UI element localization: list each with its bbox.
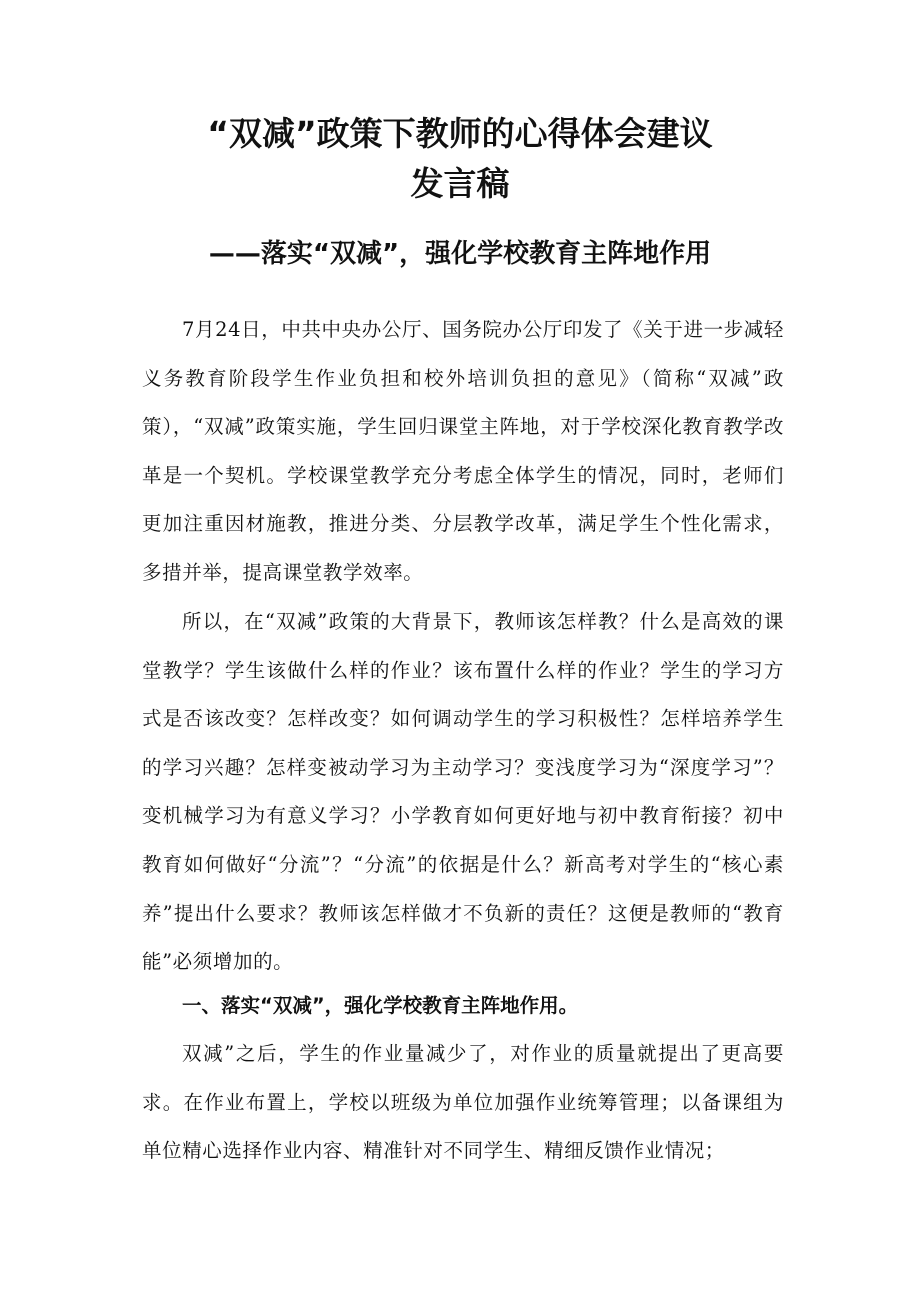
paragraph-questions: 所以，在“双减”政策的大背景下，教师该怎样教？什么是高效的课堂教学？学生该做什么样的作业？该布置什么样的作业？学生的学习方式是否该改变？怎样改变？如何调动学生的学习积极性？怎样培养学生的学习兴趣？怎样变被动学习为主动学习？变浅度学习为“深度学习”？变机械学习为有意义学习？小学教育如何更好地与初中教育衔接？初中教育如何做好“分流”？“分流”的依据是什么？新高考对学生的“核心素养”提出什么要求？教师该怎样做才不负新的责任？这便是教师的“教育能”必须增加的。 <box>142 610 784 974</box>
document-subtitle: ——落实“双减”，强化学校教育主阵地作用 <box>208 238 712 269</box>
paragraph-intro: 7月24日，中共中央办公厅、国务院办公厅印发了《关于进一步减轻义务教育阶段学生作业负担和校外培训负担的意见》（简称“双减”政策），“双减”政策实施，学生回归课堂主阵地，对于学校深化教育教学改革是一个契机。学校课堂教学充分考虑全体学生的情况，同时，老师们更加注重因材施教，推进分类、分层教学改革，满足学生个性化需求，多措并举，提高课堂教学效率。 <box>142 318 784 584</box>
section-paragraph: 双减”之后，学生的作业量减少了，对作业的质量就提出了更高要求。在作业布置上，学校以班级为单位加强作业统筹管理；以备课组为单位精心选择作业内容、精准针对不同学生、精细反馈作业情况； <box>142 1042 784 1163</box>
document-title-line-2: 发言稿 <box>410 164 510 203</box>
document-title-line-1: “双减”政策下教师的心得体会建议 <box>207 114 713 153</box>
section-heading: 一、落实“双减”，强化学校教育主阵地作用。 <box>182 994 579 1017</box>
